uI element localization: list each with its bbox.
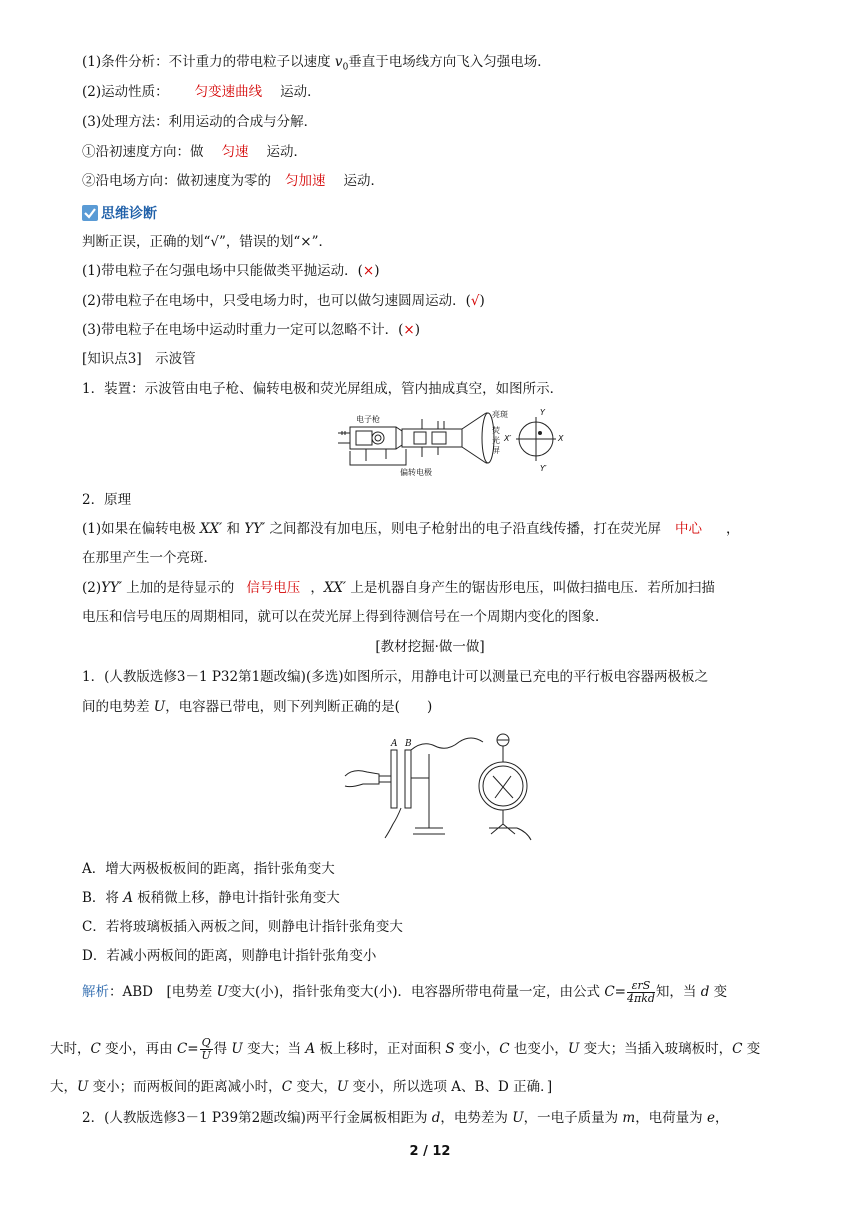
capacitance-definition: $\frac{Q}{U}$ bbox=[201, 1036, 211, 1062]
label-screen-1: 荧 bbox=[492, 426, 500, 435]
option-D: D．若减小两板间的距离，则静电计指针张角变小 bbox=[82, 948, 377, 964]
knowledge-point-title: [知识点3] 示波管 bbox=[82, 351, 196, 367]
label-bright-spot: 亮斑 bbox=[492, 410, 508, 419]
page-number: 2 / 12 bbox=[409, 1144, 451, 1159]
question-1-stem-cont: 间的电势差 U，电容器已带电，则下列判断正确的是( ) bbox=[82, 699, 433, 715]
principle-1-cont: 在那里产生一个亮斑． bbox=[82, 550, 217, 566]
field-direction-line: ②沿电场方向：做初速度为零的 匀加速 运动． bbox=[82, 173, 384, 189]
label-deflection-electrode: 偏转电极 bbox=[400, 468, 432, 477]
label-screen-2: 光 bbox=[492, 436, 500, 445]
option-B: B．将 A 板稍微上移，静电计指针张角变大 bbox=[82, 890, 340, 906]
label-Xp: X′ bbox=[504, 434, 512, 443]
label-Y: Y bbox=[540, 408, 545, 417]
question-1-stem: 1．(人教版选修3－1 P32第1题改编)(多选)如图所示，用静电计可以测量已充电的平行板电容器两极板之 bbox=[82, 669, 708, 685]
label-X: X bbox=[558, 434, 564, 443]
answer-blank: 匀加速 bbox=[285, 173, 326, 189]
electrometer-figure bbox=[343, 728, 543, 846]
answer-blank: 中心 bbox=[675, 521, 702, 537]
oscilloscope-tube-figure bbox=[336, 405, 570, 481]
option-A: A．增大两极板板间的距离，指针张角变大 bbox=[82, 861, 335, 877]
condition-line: (1)条件分析：不计重力的带电粒子以速度 $v_0$垂直于电场线方向飞入匀强电场． bbox=[82, 54, 551, 73]
answer-blank: 匀变速曲线 bbox=[194, 84, 263, 100]
thinking-diagnosis-tag: 思维诊断 bbox=[82, 204, 157, 222]
initial-direction-line: ①沿初速度方向：做 匀速 运动． bbox=[82, 144, 307, 160]
principle-heading: 2．原理 bbox=[82, 492, 132, 508]
motion-nature-line: (2)运动性质： 匀变速曲线 运动． bbox=[82, 84, 321, 100]
principle-2: (2)YY′ 上加的是待显示的 信号电压 ，XX′ 上是机器自身产生的锯齿形电压，叫做扫描电压．若所加扫描 bbox=[82, 580, 715, 596]
judge-item-3: (3)带电粒子在电场中运动时重力一定可以忽略不计．(×) bbox=[82, 322, 420, 338]
label-electron-gun: 电子枪 bbox=[356, 415, 380, 424]
solution-line-1: 解析：ABD [电势差 U变大(小)，指针张角变大(小)．电容器所带电荷量一定，由公式 C= $\frac{\text{εrS}}{\text{4πkd}}$ 知，当 d 变 bbox=[82, 979, 728, 1005]
question-2-stem: 2．(人教版选修3－1 P39第2题改编)两平行金属板相距为 d，电势差为 U，一电子质量为 m，电荷量为 e， bbox=[82, 1110, 729, 1126]
judge-item-2: (2)带电粒子在电场中，只受电场力时，也可以做匀速圆周运动．(√) bbox=[82, 293, 485, 309]
label-plate-B: B bbox=[405, 739, 412, 749]
label-screen-3: 屏 bbox=[492, 446, 500, 455]
principle-2-cont: 电压和信号电压的周期相同，就可以在荧光屏上得到待测信号在一个周期内变化的图象． bbox=[82, 609, 609, 625]
judge-item-1: (1)带电粒子在匀强电场中只能做类平抛运动．(×) bbox=[82, 263, 380, 279]
solution-line-2: 大时，C 变小，再由 C= $\frac{Q}{U}$ 得 U 变大；当 A 板上移时，正对面积 S 变小，C 也变小，U 变大；当插入玻璃板时，C 变 bbox=[50, 1036, 761, 1062]
check-icon bbox=[82, 205, 98, 221]
solution-line-3: 大，U 变小；而两板间的距离减小时，C 变大，U 变小，所以选项 A、B、D 正确．] bbox=[50, 1079, 553, 1095]
judge-intro: 判断正误，正确的划“√”，错误的划“×”． bbox=[82, 234, 333, 250]
capacitance-formula: $\frac{\text{εrS}}{\text{4πkd}}$ bbox=[626, 979, 655, 1005]
answer-blank: 匀速 bbox=[221, 144, 249, 160]
method-line: (3)处理方法：利用运动的合成与分解． bbox=[82, 114, 318, 130]
device-line: 1．装置：示波管由电子枪、偏转电极和荧光屏组成，管内抽成真空，如图所示． bbox=[82, 381, 564, 397]
principle-1: (1)如果在偏转电极 XX′ 和 YY′ 之间都没有加电压，则电子枪射出的电子沿直线传播，打在荧光屏 中心 ， bbox=[82, 521, 740, 537]
answer-blank: 信号电压 bbox=[246, 580, 301, 596]
label-Yp: Y′ bbox=[540, 464, 547, 473]
section-title: [教材挖掘·做一做] bbox=[375, 639, 485, 655]
option-C: C．若将玻璃板插入两板之间，则静电计指针张角变大 bbox=[82, 919, 403, 935]
label-plate-A: A bbox=[391, 739, 398, 749]
